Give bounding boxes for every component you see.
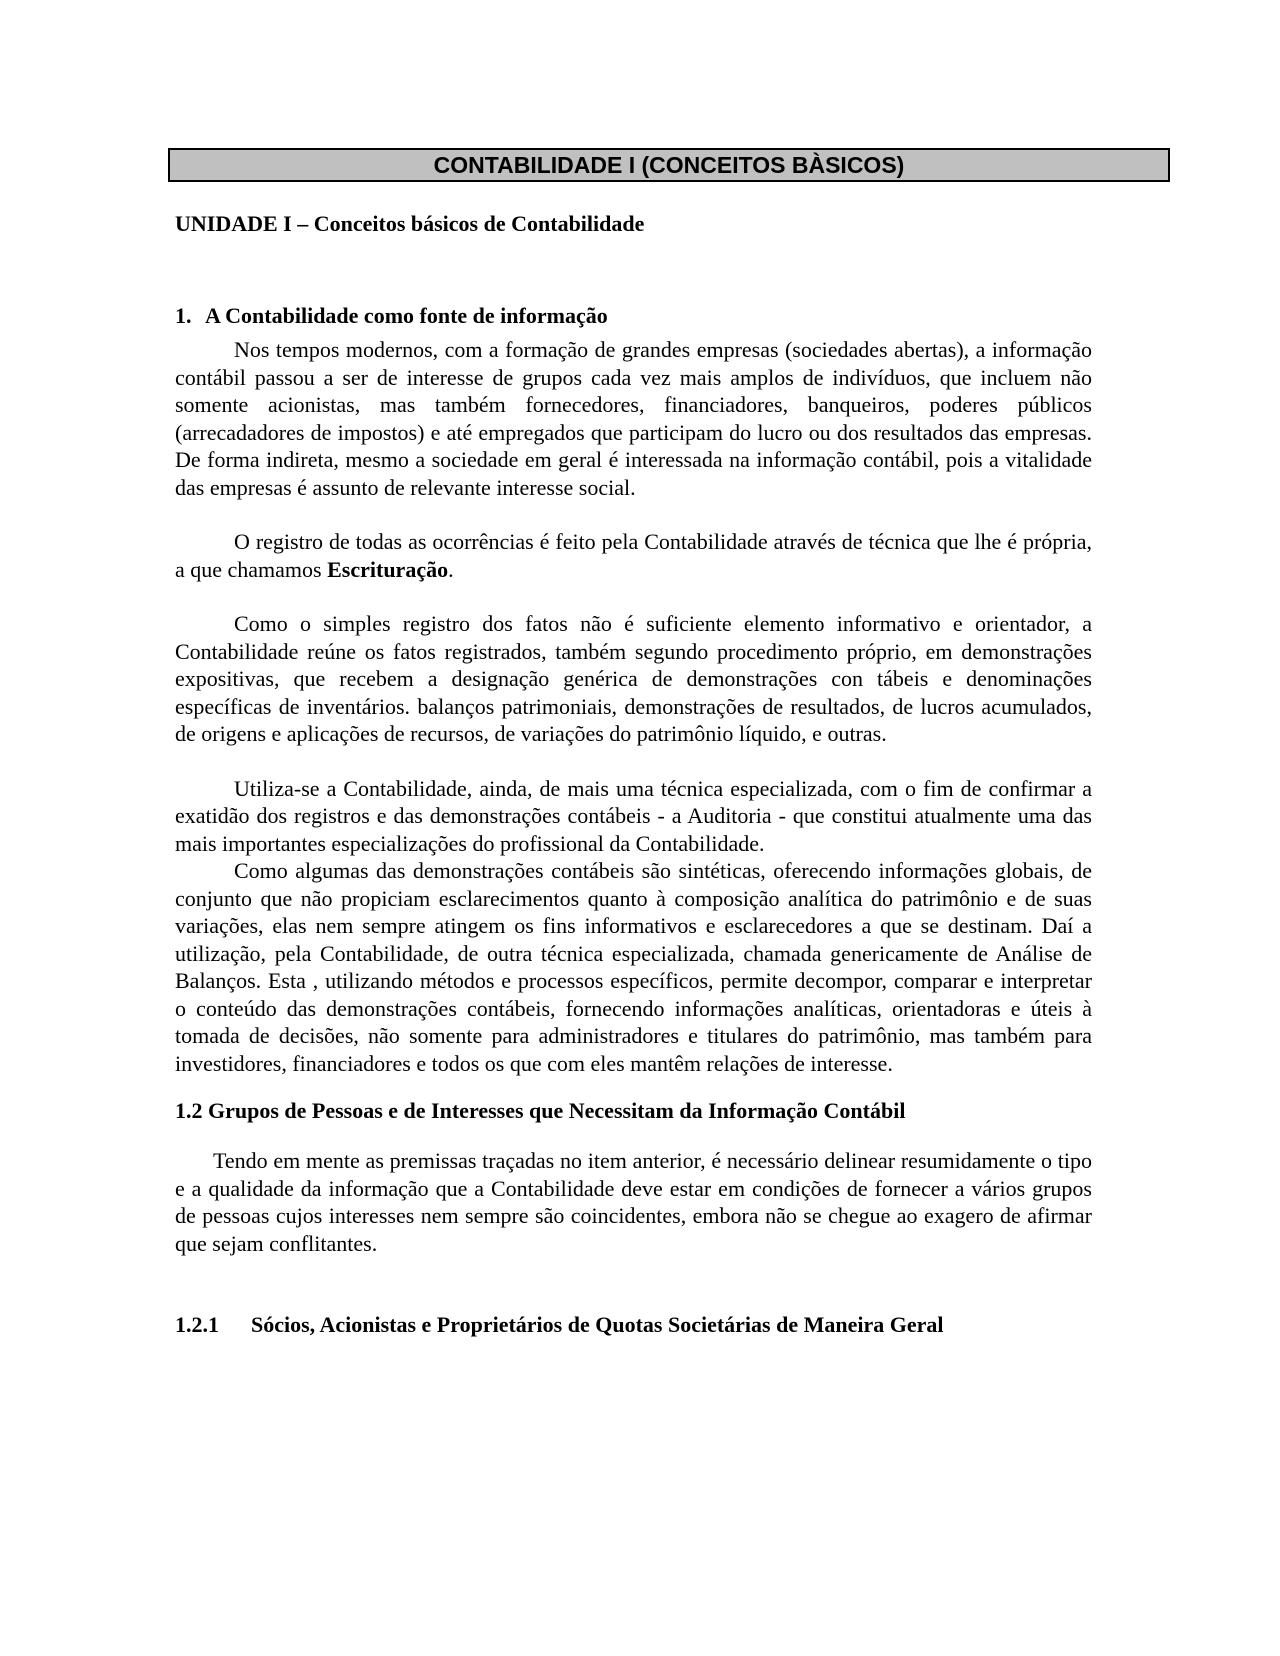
- unit-heading: UNIDADE I – Conceitos básicos de Contabilidade: [175, 211, 645, 236]
- paragraph-2-text: O registro de todas as ocorrências é feito pela Contabilidade através de técnica que lhe é própria, a que chamamos: [175, 529, 1092, 582]
- section-1-2-heading: 1.2 Grupos de Pessoas e de Interesses que Necessitam da Informação Contábil: [175, 1098, 906, 1123]
- section-1-2-1-number: 1.2.1: [175, 1312, 219, 1337]
- spacer: [175, 1257, 1092, 1309]
- section-1-paragraph-2: [175, 528, 1092, 583]
- section-1-heading: [175, 300, 1092, 332]
- spacer: [175, 1127, 1092, 1147]
- paragraph-2-end: .: [448, 556, 454, 582]
- document-body: [175, 208, 1092, 1341]
- escrituracao-term: Escrituração: [327, 556, 449, 582]
- spacer: [175, 583, 1092, 610]
- section-1-title: A Contabilidade como fonte de informação: [205, 303, 608, 328]
- section-1-paragraph-1: Nos tempos modernos, com a formação de grandes empresas (sociedades abertas), a informação contábil passou a ser de interesse de grupos cada vez mais amplos de indivíduos, que incluem não somente acionistas, mas também fornecedores, financiadores, banqueiros, poderes públicos (arrecadadores de impostos) e até empregados que participam do lucro ou dos resultados das empresas. De forma indireta, mesmo a sociedade em geral é interessada na informação contábil, pois a vitalidade das empresas é assunto de relevante interesse social.: [175, 337, 1092, 500]
- document-title: CONTABILIDADE I (CONCEITOS BÀSICOS): [433, 151, 905, 178]
- section-1-2-1-title: Sócios, Acionistas e Proprietários de Quotas Societárias de Maneira Geral: [251, 1312, 944, 1337]
- section-1-paragraph-4: Utiliza-se a Contabilidade, ainda, de mais uma técnica especializada, com o fim de confirmar a exatidão dos registros e das demonstrações contábeis - a Auditoria - que constitui atualmente uma das mais importantes especializações do profissional da Contabilidade.: [175, 775, 1092, 856]
- section-1-2-1-heading: [175, 1309, 1092, 1341]
- spacer: [175, 1077, 1092, 1095]
- spacer: [175, 501, 1092, 528]
- section-1-2-paragraph-1: Tendo em mente as premissas traçadas no item anterior, é necessário delinear resumidamente o tipo e a qualidade da informação que a Contabilidade deve estar em condições de fornecer a vários grupos de pessoas cujos interesses nem sempre são coincidentes, embora não se chegue ao exagero de afirmar que sejam conflitantes.: [175, 1148, 1092, 1256]
- section-1-paragraph-3: Como o simples registro dos fatos não é suficiente elemento informativo e orientador, a Contabilidade reúne os fatos registrados, também segundo procedimento próprio, em demonstrações expositivas, que recebem a designação genérica de demonstrações con tábeis e denominações específicas de inventários. balanços patrimoniais, demonstrações de resultados, de lucros acumulados, de origens e aplicações de recursos, de variações do patrimônio líquido, e outras.: [175, 611, 1092, 746]
- spacer: [175, 748, 1092, 775]
- spacer: [175, 240, 1092, 300]
- section-1-paragraph-5: Como algumas das demonstrações contábeis são sintéticas, oferecendo informações globais, de conjunto que não propiciam esclarecimentos quanto à composição analítica do patrimônio e de suas variações, elas nem sempre atingem os fins informativos e esclarecedores a que se destinam. Daí a utilização, pela Contabilidade, de outra técnica especializada, chamada genericamente de Análise de Balanços. Esta , utilizando métodos e processos específicos, permite decompor, comparar e interpretar o conteúdo das demonstrações contábeis, fornecendo informações analíticas, orientadoras e úteis à tomada de decisões, não somente para administradores e titulares do patrimônio, mas também para investidores, financiadores e todos os que com eles mantêm relações de interesse.: [175, 858, 1092, 1076]
- section-1-number: 1.: [175, 303, 192, 328]
- document-title-box: [168, 148, 1170, 182]
